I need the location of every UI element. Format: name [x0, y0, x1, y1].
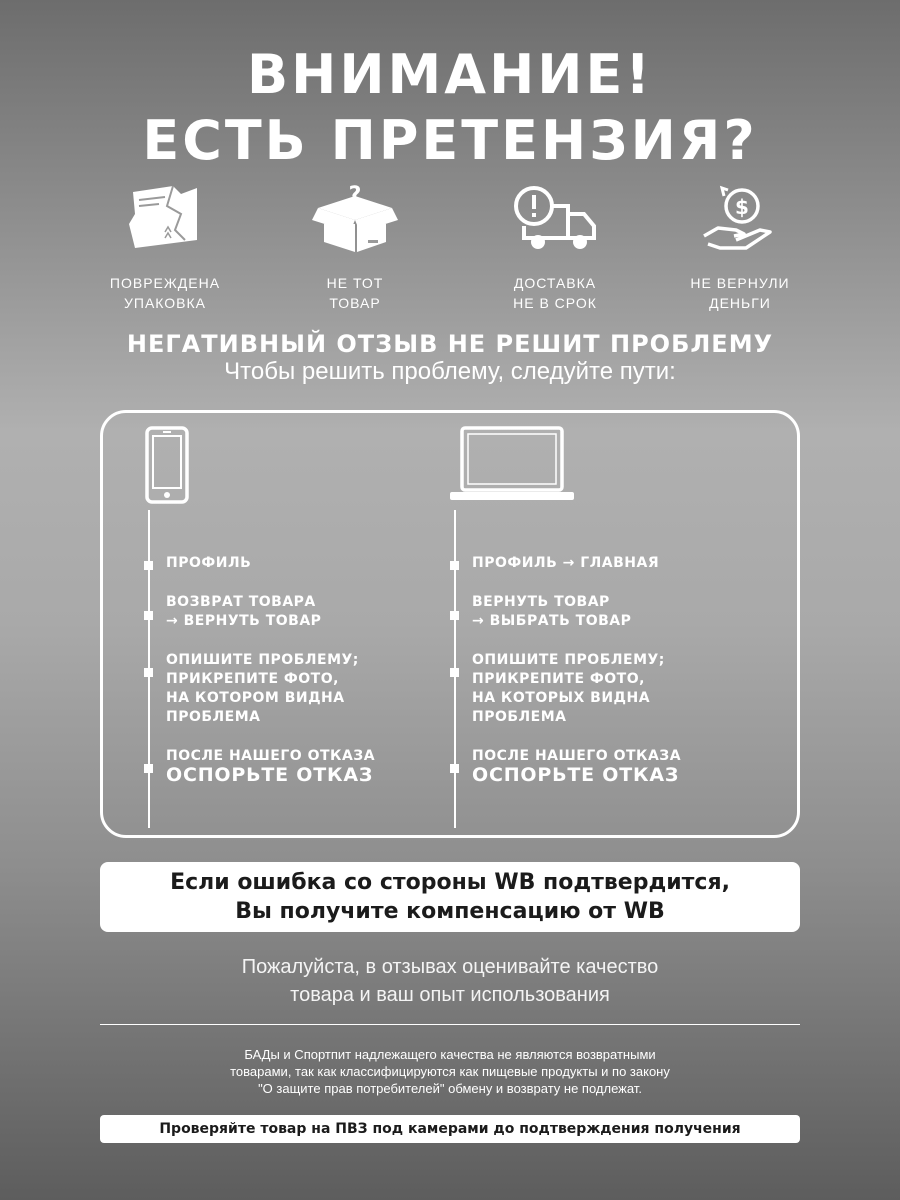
mobile-step-1: ПРОФИЛЬ [166, 555, 252, 571]
desktop-step-3: ОПИШИТЕ ПРОБЛЕМУ; ПРИКРЕПИТЕ ФОТО, НА КОТОРЫХ ВИДНА ПРОБЛЕМА [472, 652, 665, 725]
desktop-step-marker [450, 668, 459, 677]
review-note: Пожалуйста, в отзывах оценивайте качество товара и ваш опыт использования [241, 956, 659, 1006]
disclaimer: БАДы и Спортпит надлежащего качества не являются возвратными товарами, так как классифицируются как пищевые продукты и по закону "О защите прав потребителей" обмену и возврату не подлежат. [230, 1047, 670, 1096]
desktop-step-4: ПОСЛЕ НАШЕГО ОТКАЗА ОСПОРЬТЕ ОТКАЗ [472, 748, 682, 786]
divider [100, 1024, 800, 1025]
title-line-2: ЕСТЬ ПРЕТЕНЗИЯ? [142, 109, 758, 172]
phone-icon [145, 426, 189, 504]
issue-wrong-item [265, 180, 445, 254]
issue-label-1: ПОВРЕЖДЕНА УПАКОВКА [109, 275, 221, 311]
bottom-banner: Проверяйте товар на ПВЗ под камерами до подтверждения получения [100, 1115, 800, 1143]
compensation-line-1: Если ошибка со стороны WB подтвердится, [170, 870, 730, 895]
svg-text:?: ? [348, 183, 362, 208]
issue-late-delivery [465, 184, 645, 254]
svg-text:$: $ [735, 195, 749, 219]
desktop-step-marker [450, 611, 459, 620]
laptop-icon [448, 426, 576, 504]
mobile-step-3: ОПИШИТЕ ПРОБЛЕМУ; ПРИКРЕПИТЕ ФОТО, НА КОТОРОМ ВИДНА ПРОБЛЕМА [166, 652, 359, 725]
damaged-box-icon [125, 184, 205, 254]
issue-label-4: НЕ ВЕРНУЛИ ДЕНЬГИ [690, 275, 790, 311]
mobile-step-marker [144, 668, 153, 677]
money-hand-icon [700, 184, 780, 254]
desktop-step-marker [450, 764, 459, 773]
desktop-step-1: ПРОФИЛЬ → ГЛАВНАЯ [472, 555, 660, 571]
mobile-step-marker [144, 611, 153, 620]
issue-damaged-packaging [75, 184, 255, 254]
delivery-truck-icon [510, 184, 600, 254]
compensation-banner [100, 862, 800, 932]
title-line-1: ВНИМАНИЕ! [247, 43, 653, 106]
mobile-step-marker [144, 561, 153, 570]
question-box-icon [310, 180, 400, 254]
desktop-step-marker [450, 561, 459, 570]
notice-subtitle: Чтобы решить проблему, следуйте пути: [224, 358, 676, 385]
desktop-step-2: ВЕРНУТЬ ТОВАР → ВЫБРАТЬ ТОВАР [472, 594, 632, 629]
issue-money-not-returned [650, 184, 830, 254]
notice-title: НЕГАТИВНЫЙ ОТЗЫВ НЕ РЕШИТ ПРОБЛЕМУ [126, 330, 774, 358]
compensation-line-2: Вы получите компенсацию от WB [235, 899, 665, 924]
issue-label-2: НЕ ТОТ ТОВАР [326, 275, 384, 311]
mobile-step-4: ПОСЛЕ НАШЕГО ОТКАЗА ОСПОРЬТЕ ОТКАЗ [166, 748, 376, 786]
issue-label-3: ДОСТАВКА НЕ В СРОК [513, 275, 597, 311]
mobile-step-2: ВОЗВРАТ ТОВАРА → ВЕРНУТЬ ТОВАР [166, 594, 322, 629]
mobile-step-marker [144, 764, 153, 773]
